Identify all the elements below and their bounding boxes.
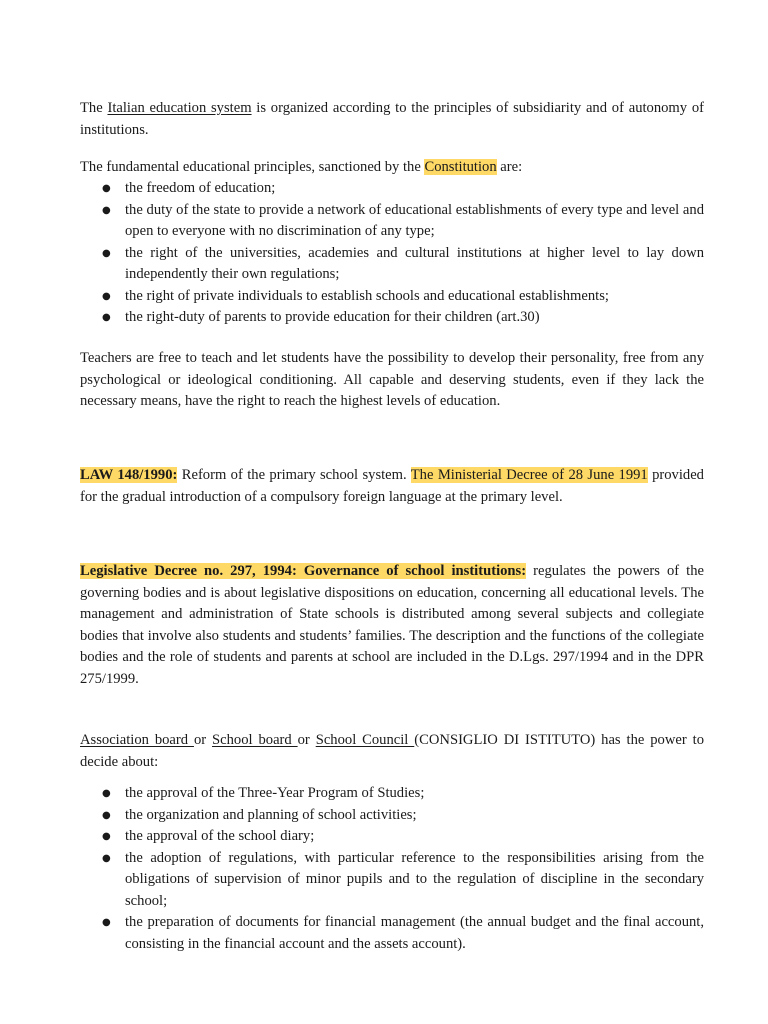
principles-intro: The fundamental educational principles, sanctioned by the Constitution are: [80,159,523,175]
decree-297-paragraph: Legislative Decree no. 297, 1994: Governance of school institutions: regulates the powers of the governing bodies and is about legislative dispositions on education, concerning all educational levels. The management and administration of State schools is distributed among several subjects and collegiate bodies that involve also students and students’ families. The description and the functions of the collegiate bodies and the role of students and parents at school are included in the D.Lgs. 297/1994 and in the DPR 275/1999. [80,563,704,687]
list-item: ● the freedom of education; [80,178,704,200]
list-item: ● the organization and planning of school activities; [80,805,704,827]
list-item: ● the adoption of regulations, with particular reference to the responsibilities arising from the obligations of supervision of minor pupils and to the regulation of discipline in the secondary school; [80,848,704,913]
principles-list [80,178,704,329]
list-item: ● the right of the universities, academies and cultural institutions at higher level to lay down independently their own regulations; [80,243,704,286]
council-paragraph: Association board or School board or School Council (CONSIGLIO DI ISTITUTO) has the power to decide about: [80,732,704,770]
school-board-link[interactable]: School board [212,732,298,748]
list-item: ● the duty of the state to provide a network of educational establishments of every type and level and open to everyone with no discrimination of any type; [80,200,704,243]
law-148-paragraph: LAW 148/1990: Reform of the primary school system. The Ministerial Decree of 28 June 1991 provided for the gradual introduction of a compulsory foreign language at the primary level. [80,467,704,505]
italian-education-system-link[interactable]: Italian education system [107,100,252,116]
list-item: ● the right of private individuals to establish schools and educational establishments; [80,286,704,308]
intro-paragraph: The Italian education system is organized according to the principles of subsidiarity and of autonomy of institutions. [80,100,705,138]
ministerial-decree-highlight: The Ministerial Decree of 28 June 1991 [410,467,648,483]
list-item: ● the approval of the Three-Year Program of Studies; [80,783,704,805]
constitution-highlight: Constitution [424,159,497,175]
association-board-link[interactable]: Association board [80,732,194,748]
council-list [80,783,704,955]
list-item: ● the approval of the school diary; [80,826,704,848]
school-council-link[interactable]: School Council [315,732,415,748]
teachers-paragraph: Teachers are free to teach and let students have the possibility to develop their personality, free from any psychological or ideological conditioning. All capable and deserving students, even if they lack the necessary means, have the right to reach the highest levels of education. [80,350,704,409]
decree-297-label: Legislative Decree no. 297, 1994: Governance of school institutions: [80,563,527,579]
list-item: ● the preparation of documents for financial management (the annual budget and the final account, consisting in the financial account and the assets account). [80,912,704,955]
law-148-label: LAW 148/1990: [80,467,178,483]
list-item: ● the right-duty of parents to provide education for their children (art.30) [80,307,704,329]
